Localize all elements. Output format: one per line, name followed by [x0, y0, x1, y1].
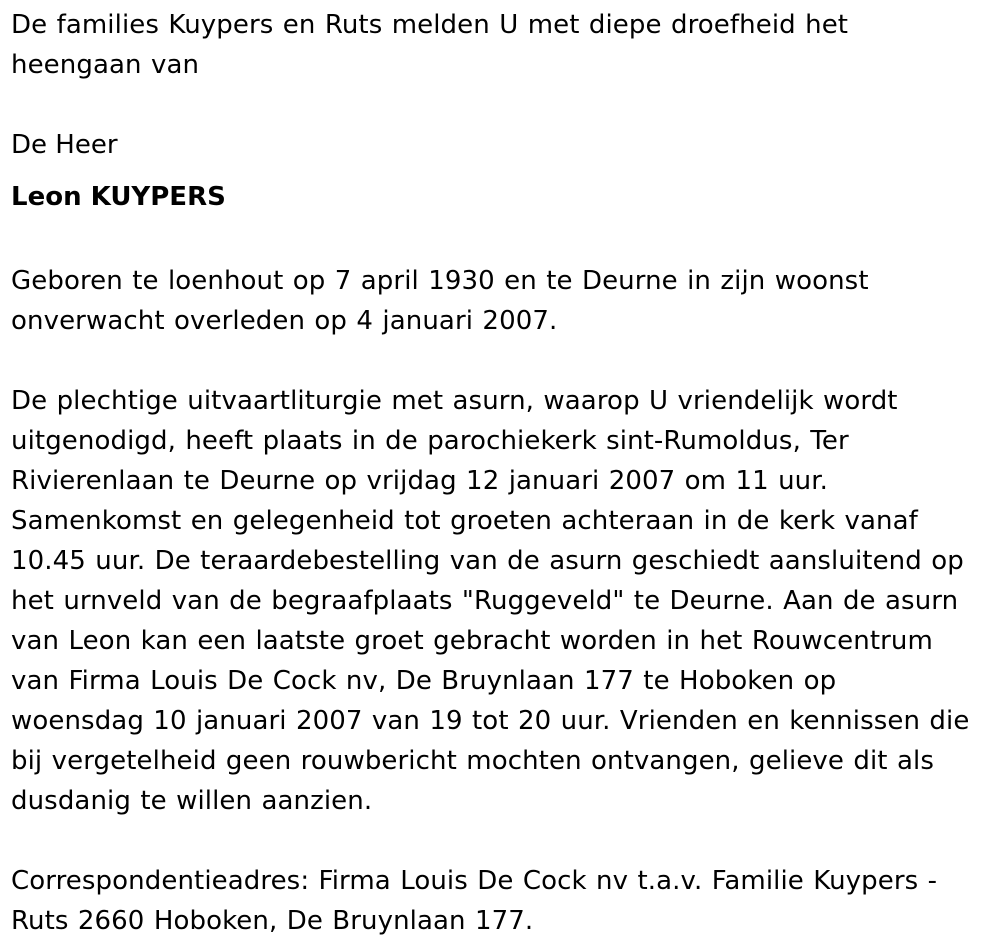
deceased-name: Leon KUYPERS: [11, 182, 226, 212]
birth-death-paragraph: Geboren te loenhout op 7 april 1930 en te Deurne in zijn woonst onverwacht overleden op 4 januari 2007.: [11, 266, 869, 336]
correspondence-paragraph: Correspondentieadres: Firma Louis De Cock nv t.a.v. Familie Kuypers - Ruts 2660 Hoboken, De Bruynlaan 177.: [11, 866, 938, 936]
spacer: [11, 85, 975, 125]
spacer: [11, 221, 975, 261]
title-line: De Heer: [11, 130, 118, 160]
ceremony-paragraph: De plechtige uitvaartliturgie met asurn, waarop U vriendelijk wordt uitgenodigd, heeft plaats in de parochiekerk sint-Rumoldus, Ter Rivierenlaan te Deurne op vrijdag 12 januari 2007 om 11 uur. Samenkomst en gelegenheid tot groeten achteraan in de kerk vanaf 10.45 uur. De teraardebestelling van de asurn geschiedt aansluitend op het urnveld van de begraafplaats "Ruggeveld" te Deurne. Aan de asurn van Leon kan een laatste groet gebracht worden in het Rouwcentrum van Firma Louis De Cock nv, De Bruynlaan 177 te Hoboken op woensdag 10 januari 2007 van 19 tot 20 uur. Vrienden en kennissen die bij vergetelheid geen rouwbericht mochten ontvangen, gelieve dit als dusdanig te willen aanzien.: [11, 386, 970, 816]
spacer: [11, 341, 975, 381]
intro-paragraph: De families Kuypers en Ruts melden U met diepe droefheid het heengaan van: [11, 10, 849, 80]
spacer: [11, 821, 975, 861]
